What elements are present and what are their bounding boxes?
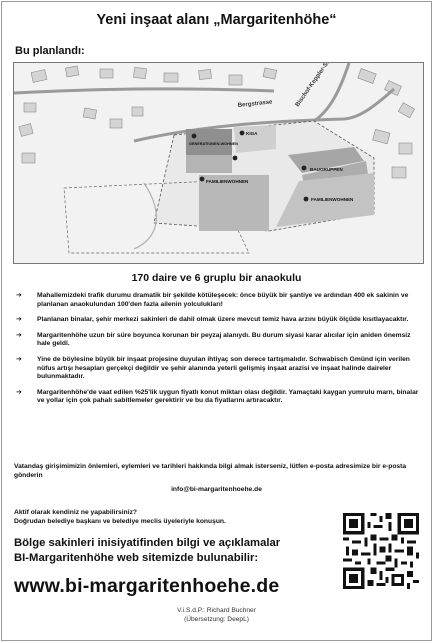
zone-label-baugruppen: BAUGRUPPEN bbox=[310, 167, 343, 172]
site-plan-drawing bbox=[14, 63, 423, 263]
arrow-right-icon: ➔ bbox=[16, 292, 22, 299]
arrow-right-icon: ➔ bbox=[16, 355, 22, 363]
street-label-bergstrasse: Bergstrasse bbox=[237, 99, 273, 109]
action-answer: Doğrudan belediye başkanı ve belediye meclis üyeleriyle konuşun. bbox=[14, 518, 226, 525]
list-item: ➔ Yine de böylesine büyük bir inşaat projesine duyulan ihtiyaç son derece tartışmalıdır. Schwabisch Gmünd için verilen nüfus artışı hesapları gerçekçi değildir ve şehir alanında yeterli gelişmiş inşaat arazisi ve inşaat halinde daireler bulunmaktadır. bbox=[16, 355, 410, 381]
list-item: ➔ Margaritenhöhe uzun bir süre boyunca korunan bir peyzaj alanıydı. Bu durum siyasi karar alıcılar için aniden önemsiz hale geldi. bbox=[16, 331, 411, 348]
callout-line-2: BI-Margaritenhöhe web sitemizde bulunabilir: bbox=[14, 552, 259, 564]
list-item: ➔ Margaritenhöhe'de vaat edilen %25'lik uygun fiyatlı konut miktarı olası değildir. Yamaçtaki kaygan yumrulu marn, binalar ve yollar için çok pahalı sabitlemeler gerektirir ve bu da fiyatlarını artıracaktır. bbox=[16, 388, 419, 405]
website-callout bbox=[14, 536, 334, 566]
list-item: ➔ Planlanan binalar, şehir merkezi sakinleri de dahil olmak üzere mevcut temiz hava arzını büyük ölçüde kısıtlayacaktır. bbox=[16, 316, 409, 324]
zone-label-kiga: KIGA bbox=[246, 131, 258, 136]
callout-line-1: Bölge sakinleri inisiyatifinden bilgi ve açıklamalar bbox=[14, 537, 281, 549]
imprint-responsible: V.i.S.d.P.: Richard Buchner bbox=[177, 607, 256, 614]
zone-label-generationen: GENERATIONEN-WOHNEN bbox=[189, 142, 238, 146]
section-subtitle: Bu planlandı: bbox=[15, 45, 85, 57]
arrow-right-icon: ➔ bbox=[16, 388, 22, 396]
info-request-text: Vatandaş girişimimizin önlemleri, eylemleri ve tarihleri hakkında bilgi almak isterseniz, lütfen e-posta adresimize bir e-posta gönderin bbox=[14, 463, 407, 479]
list-item: ➔ Mahallemizdeki trafik durumu dramatik bir şekilde kötüleşecek: önce büyük bir şantiye ve ardından 400 ek sakinin ve planlanan anaokulundan 100'den fazla ailenin yolculukları! bbox=[16, 292, 409, 308]
qr-code-icon[interactable] bbox=[343, 513, 419, 589]
action-text bbox=[14, 508, 324, 526]
concern-list bbox=[14, 292, 422, 406]
action-question: Aktif olarak kendiniz ne yapabilirsiniz? bbox=[14, 509, 138, 516]
flyer-page bbox=[1, 1, 432, 641]
zone-label-familien-right: FAMILIENWOHNEN bbox=[311, 197, 354, 202]
site-plan-map bbox=[13, 62, 424, 264]
arrow-right-icon: ➔ bbox=[16, 331, 22, 339]
arrow-right-icon: ➔ bbox=[16, 316, 22, 324]
imprint-translation: (Übersetzung: DeepL) bbox=[184, 616, 249, 623]
imprint-footer bbox=[2, 606, 431, 624]
website-link[interactable]: www.bi-margaritenhoehe.de bbox=[14, 575, 280, 597]
zone-label-familien-left: FAMILIENWOHNEN bbox=[206, 179, 249, 184]
email-link[interactable]: info@bi-margaritenhoehe.de bbox=[171, 486, 262, 493]
page-title: Yeni inşaat alanı „Margaritenhöhe“ bbox=[96, 12, 337, 28]
headline: 170 daire ve 6 gruplu bir anaokulu bbox=[131, 272, 302, 284]
